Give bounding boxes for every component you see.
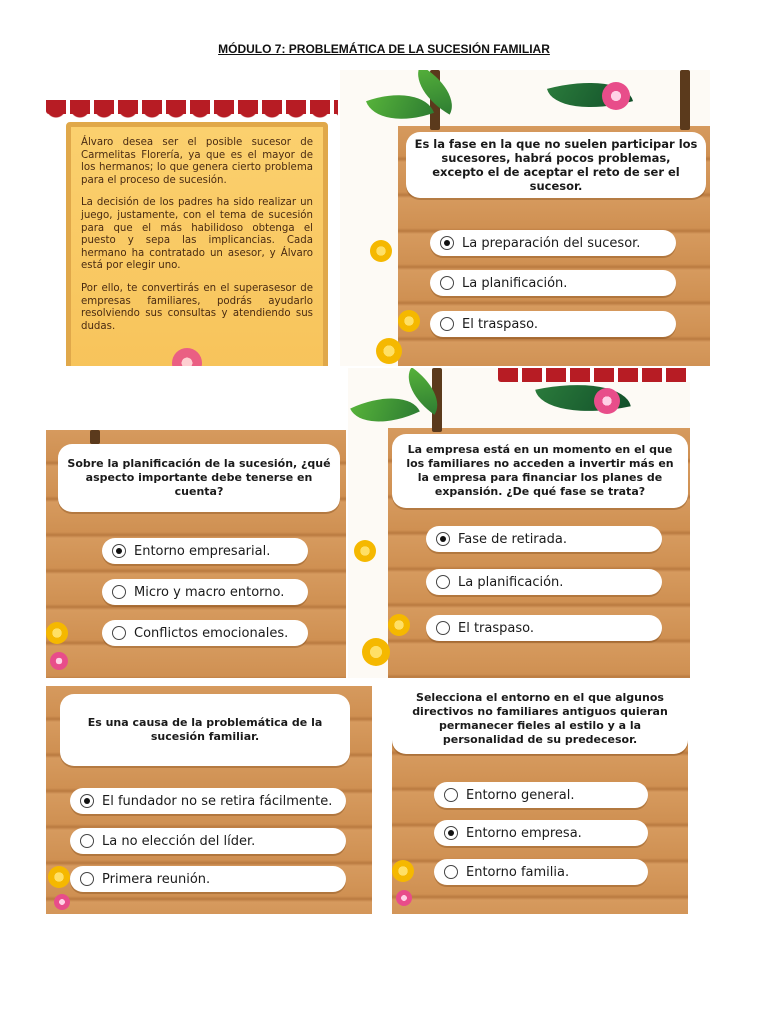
radio-selected-icon[interactable] <box>112 544 126 558</box>
question-text: La empresa está en un momento en el que los familiares no acceden a invertir más en la empresa para financiar los planes de expansión. ¿De qué fase se trata? <box>406 443 674 498</box>
question-box <box>406 132 706 198</box>
option-label: La no elección del líder. <box>102 833 256 849</box>
option-2[interactable] <box>430 270 676 296</box>
option-3[interactable] <box>434 859 648 885</box>
question-box <box>58 444 340 512</box>
option-2[interactable] <box>70 828 346 854</box>
flower-icon <box>370 240 392 262</box>
radio-icon[interactable] <box>436 621 450 635</box>
awning-decoration <box>498 368 690 382</box>
option-1[interactable] <box>434 782 648 808</box>
intro-text-board <box>66 122 328 366</box>
flower-icon <box>362 638 390 666</box>
flower-icon <box>388 614 410 636</box>
question-text: Selecciona el entorno en el que algunos directivos no familiares antiguos quieran permanecer fieles al estilo y a la personalidad de su predecesor. <box>412 691 668 746</box>
flower-icon <box>354 540 376 562</box>
option-label: El traspaso. <box>458 620 534 636</box>
flower-icon <box>594 388 620 414</box>
flower-icon <box>48 866 70 888</box>
radio-selected-icon[interactable] <box>80 794 94 808</box>
quiz-panel-5 <box>392 684 688 914</box>
question-box <box>392 684 688 754</box>
radio-icon[interactable] <box>444 788 458 802</box>
flower-icon <box>396 890 412 906</box>
option-label: La preparación del sucesor. <box>462 235 641 251</box>
post-decoration <box>90 430 100 444</box>
intro-paragraph-1: Álvaro desea ser el posible sucesor de Carmelitas Florería, ya que es el mayor de los hermanos; lo que genera cierto problema para el proceso de sucesión. <box>81 137 313 186</box>
radio-icon[interactable] <box>80 872 94 886</box>
flower-icon <box>46 622 68 644</box>
flower-icon <box>376 338 402 364</box>
option-3[interactable] <box>426 615 662 641</box>
question-box <box>392 434 688 508</box>
radio-icon[interactable] <box>436 575 450 589</box>
flower-icon <box>50 652 68 670</box>
option-2[interactable] <box>426 569 662 595</box>
option-label: Entorno general. <box>466 787 575 803</box>
radio-icon[interactable] <box>440 276 454 290</box>
quiz-panel-2 <box>46 430 346 678</box>
flower-icon <box>392 860 414 882</box>
option-3[interactable] <box>430 311 676 337</box>
awning-scallop-decoration <box>46 108 338 118</box>
radio-icon[interactable] <box>112 585 126 599</box>
quiz-panel-3 <box>348 368 690 678</box>
question-text: Sobre la planificación de la sucesión, ¿qué aspecto importante debe tenerse en cuenta? <box>67 457 331 498</box>
option-1[interactable] <box>70 788 346 814</box>
option-3[interactable] <box>102 620 308 646</box>
radio-selected-icon[interactable] <box>440 236 454 250</box>
quiz-panel-4 <box>46 686 372 914</box>
flower-icon <box>54 894 70 910</box>
flower-icon <box>602 82 630 110</box>
radio-selected-icon[interactable] <box>444 826 458 840</box>
intro-paragraph-2: La decisión de los padres ha sido realizar un juego, justamente, con el tema de sucesión para que el más habilidoso obtenga el puesto y sepa las implicancias. Cada hermano ha contratado un asesor, y Álvaro está por elegir uno. <box>81 197 313 272</box>
radio-selected-icon[interactable] <box>436 532 450 546</box>
option-label: Primera reunión. <box>102 871 211 887</box>
radio-icon[interactable] <box>444 865 458 879</box>
option-label: El traspaso. <box>462 316 538 332</box>
radio-icon[interactable] <box>80 834 94 848</box>
question-text: Es la fase en la que no suelen participar los sucesores, habrá pocos problemas, excepto el de aceptar el reto de ser el sucesor. <box>414 137 698 193</box>
flower-icon <box>398 310 420 332</box>
option-1[interactable] <box>430 230 676 256</box>
option-1[interactable] <box>102 538 308 564</box>
option-3[interactable] <box>70 866 346 892</box>
option-label: Entorno empresarial. <box>134 543 271 559</box>
option-1[interactable] <box>426 526 662 552</box>
option-label: Conflictos emocionales. <box>134 625 289 641</box>
document-title: MÓDULO 7: PROBLEMÁTICA DE LA SUCESIÓN FAMILIAR <box>218 42 550 56</box>
option-label: Entorno familia. <box>466 864 570 880</box>
option-label: Entorno empresa. <box>466 825 582 841</box>
option-label: Micro y macro entorno. <box>134 584 285 600</box>
option-2[interactable] <box>434 820 648 846</box>
option-label: El fundador no se retira fácilmente. <box>102 793 333 809</box>
radio-icon[interactable] <box>440 317 454 331</box>
intro-paragraph-3: Por ello, te convertirás en el superasesor de empresas familiares, podrás ayudarlo resolviendo sus consultas y atendiendo sus dudas. <box>81 282 313 332</box>
question-text: Es una causa de la problemática de la sucesión familiar. <box>87 716 323 743</box>
option-label: Fase de retirada. <box>458 531 567 547</box>
option-label: La planificación. <box>458 574 564 590</box>
quiz-panel-1 <box>340 70 710 366</box>
intro-panel <box>46 100 338 366</box>
option-2[interactable] <box>102 579 308 605</box>
question-box <box>60 694 350 766</box>
option-label: La planificación. <box>462 275 568 291</box>
post-decoration <box>680 70 690 130</box>
radio-icon[interactable] <box>112 626 126 640</box>
